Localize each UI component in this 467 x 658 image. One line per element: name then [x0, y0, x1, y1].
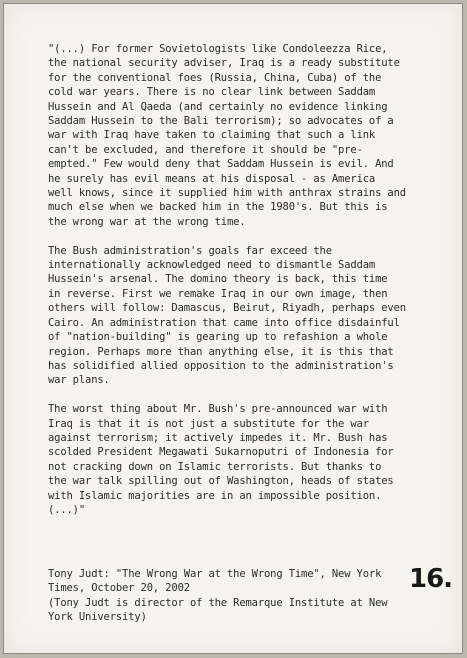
text-line: region. Perhaps more than anything else, it is this that [48, 345, 394, 358]
text-line: for the conventional foes (Russia, China, Cuba) of the [48, 71, 382, 84]
text-line: much else when we backed him in the 1980's. But this is [48, 201, 388, 214]
source-citation [48, 567, 428, 625]
text-line: the wrong war at the wrong time. [48, 215, 246, 228]
text-line: Hussein's arsenal. The domino theory is back, this time [48, 273, 388, 286]
citation-line: (Tony Judt is director of the Remarque Institute at New [48, 596, 388, 609]
citation-line: Times, October 20, 2002 [48, 582, 190, 595]
document-page [3, 3, 463, 654]
text-line: well knows, since it supplied him with anthrax strains and [48, 187, 406, 200]
citation-line: York University) [48, 611, 147, 624]
text-line: The worst thing about Mr. Bush's pre-announced war with [48, 403, 388, 416]
text-line: with Islamic majorities are in an impossible position. [48, 489, 382, 502]
quote-paragraph-1 [48, 42, 428, 229]
text-line: Cairo. An administration that came into office disdainful [48, 316, 400, 329]
quote-body [48, 42, 428, 532]
text-line: the war talk spilling out of Washington, heads of states [48, 475, 394, 488]
text-line: Hussein and Al Qaeda (and certainly no evidence linking [48, 100, 388, 113]
quote-paragraph-3 [48, 402, 428, 517]
text-line: not cracking down on Islamic terrorists. But thanks to [48, 460, 382, 473]
text-line: has solidified allied opposition to the administration's [48, 359, 394, 372]
text-line: Saddam Hussein to the Bali terrorism); so advocates of a [48, 115, 394, 128]
text-line: others will follow: Damascus, Beirut, Riyadh, perhaps even [48, 302, 406, 315]
text-line: war with Iraq have taken to claiming that such a link [48, 129, 376, 142]
text-line: the national security adviser, Iraq is a ready substitute [48, 57, 400, 70]
text-line: cold war years. There is no clear link between Saddam [48, 86, 376, 99]
text-line: can't be excluded, and therefore it should be "pre- [48, 143, 363, 156]
citation-line: Tony Judt: "The Wrong War at the Wrong Time", New York [48, 568, 382, 580]
text-line: empted." Few would deny that Saddam Hussein is evil. And [48, 158, 394, 171]
quote-paragraph-2 [48, 244, 428, 388]
text-line: scolded President Megawati Sukarnoputri of Indonesia for [48, 446, 394, 459]
text-line: he surely has evil means at his disposal - as America [48, 172, 376, 185]
text-line: "(...) For former Sovietologists like Condoleezza Rice, [48, 43, 388, 55]
text-line: war plans. [48, 374, 110, 387]
text-line: (...)" [48, 503, 86, 516]
text-line: in reverse. First we remake Iraq in our own image, then [48, 287, 388, 300]
text-line: of "nation-building" is gearing up to refashion a whole [48, 331, 388, 344]
text-line: Iraq is that it is not just a substitute for the war [48, 417, 369, 430]
text-line: The Bush administration's goals far exceed the [48, 244, 332, 257]
text-line: against terrorism; it actively impedes it. Mr. Bush has [48, 431, 388, 444]
page-number: 16. [409, 564, 453, 594]
text-line: internationally acknowledged need to dismantle Saddam [48, 259, 376, 272]
